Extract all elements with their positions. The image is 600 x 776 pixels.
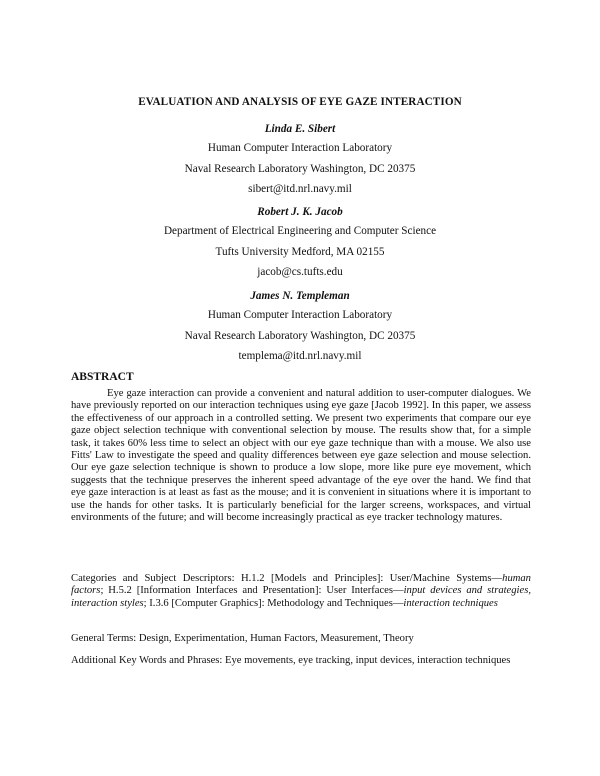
categories-part3-italic: interaction techniques bbox=[403, 597, 498, 609]
author-affiliation: Human Computer Interaction Laboratory bbox=[207, 142, 393, 154]
author-address: Tufts University Medford, MA 02155 bbox=[215, 245, 385, 258]
author-email: sibert@itd.nrl.navy.mil bbox=[248, 183, 352, 195]
categories-part3: ; I.3.6 [Computer Graphics]: Methodology and Techniques— bbox=[143, 597, 404, 609]
categories-paragraph bbox=[71, 573, 531, 610]
general-terms-label: General Terms: bbox=[71, 633, 137, 644]
author-address: Naval Research Laboratory Washington, DC 20375 bbox=[184, 329, 416, 342]
general-terms-text: Design, Experimentation, Human Factors, Measurement, Theory bbox=[138, 633, 414, 644]
categories-part1-italic: human factors bbox=[71, 573, 531, 597]
general-terms-paragraph bbox=[71, 633, 531, 645]
author-block-3 bbox=[0, 287, 600, 367]
abstract-text: Eye gaze interaction can provide a convenient and natural addition to user-computer dialogues. We have previously reported on our interaction techniques using eye gaze [Jacob 1992]. In this paper, we assess the effectiveness of our approach in a controlled setting. We present two experiments that compare our eye gaze object selection technique with conventional selection by mouse. The results show that, for a simple task, it takes 60% less time to select an object with our eye gaze technique than with a mouse. We also use Fitts' Law to investigate the speed and quality differences between eye gaze selection and mouse selection. Our eye gaze selection technique is shown to produce a low slope, more like pure eye movement, which suggests that the technique preserves the inherent speed advantage of the eye over the hand. We find that eye gaze interaction is at least as fast as the mouse; and it is convenient in situations where it is important to use the hands for other tasks. It is particularly beneficial for the larger screens, workspaces, and virtual environments of the future; and will become increasingly practical as eye tracker technology matures. bbox=[71, 388, 531, 524]
categories-label: Categories and Subject Descriptors: bbox=[71, 573, 235, 584]
author-name: Linda E. Sibert bbox=[264, 123, 336, 135]
categories-part2: ; H.5.2 [Information Interfaces and Presentation]: User Interfaces— bbox=[100, 585, 404, 597]
author-address: Naval Research Laboratory Washington, DC 20375 bbox=[184, 162, 416, 175]
author-email: jacob@cs.tufts.edu bbox=[257, 266, 343, 278]
keywords-paragraph bbox=[71, 655, 531, 667]
keywords-label: Additional Key Words and Phrases: bbox=[71, 655, 223, 666]
author-email: templema@itd.nrl.navy.mil bbox=[238, 350, 362, 362]
categories-part1: H.1.2 [Models and Principles]: User/Machine Systems— bbox=[240, 573, 503, 584]
categories-part2-italic: input devices and strategies, interaction styles bbox=[71, 585, 531, 609]
author-block-2 bbox=[0, 203, 600, 283]
author-affiliation: Human Computer Interaction Laboratory bbox=[207, 309, 393, 321]
abstract-body bbox=[71, 388, 531, 524]
paper-title: EVALUATION AND ANALYSIS OF EYE GAZE INTERACTION bbox=[138, 96, 462, 108]
keywords-text: Eye movements, eye tracking, input devices, interaction techniques bbox=[225, 655, 511, 666]
author-block-1 bbox=[0, 120, 600, 200]
author-name: Robert J. K. Jacob bbox=[257, 206, 343, 218]
abstract-heading: ABSTRACT bbox=[71, 371, 134, 383]
author-affiliation: Department of Electrical Engineering and Computer Science bbox=[163, 225, 437, 237]
author-name: James N. Templeman bbox=[250, 290, 350, 302]
